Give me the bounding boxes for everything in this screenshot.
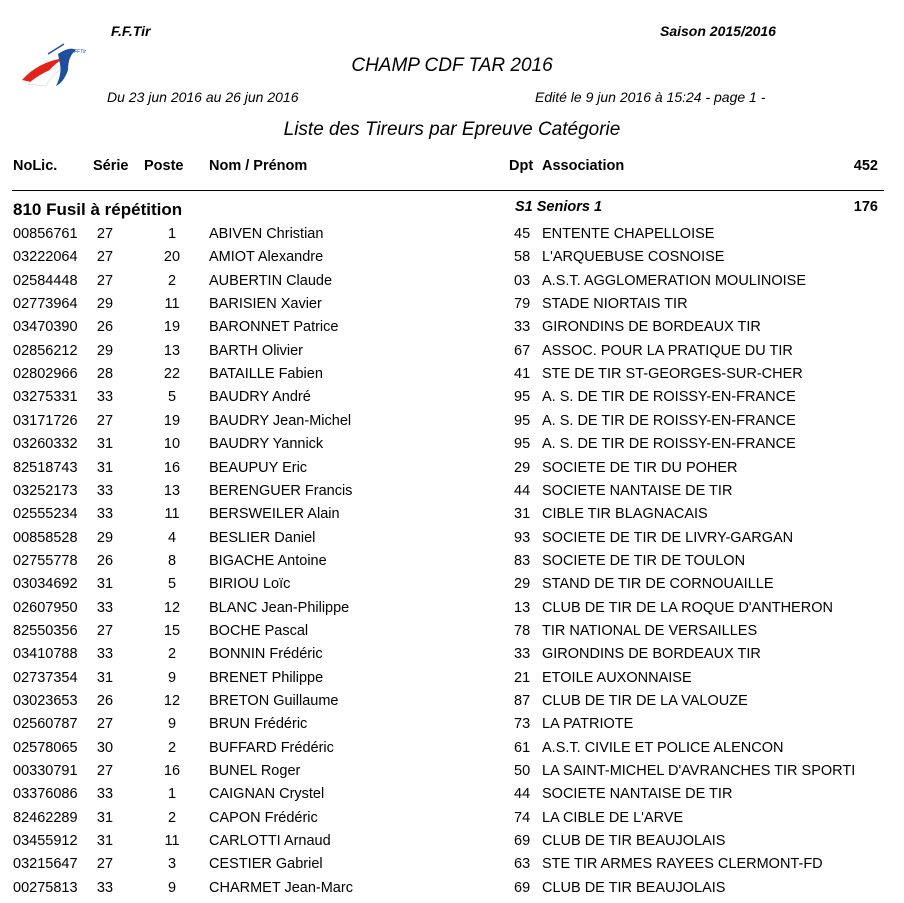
serie: 30 [96, 739, 114, 756]
serie: 27 [96, 622, 114, 639]
association: LA SAINT-MICHEL D'AVRANCHES TIR SPORTI [542, 763, 856, 780]
serie: 31 [96, 459, 114, 476]
shooter-name: CARLOTTI Arnaud [209, 833, 331, 850]
serie: 26 [96, 552, 114, 569]
department: 31 [514, 506, 531, 523]
serie: 33 [96, 786, 114, 803]
poste: 4 [167, 529, 177, 546]
edition-info: Edité le 9 jun 2016 à 15:24 - page 1 - [535, 89, 766, 105]
department: 58 [514, 249, 531, 266]
shooter-name: BAUDRY André [209, 389, 311, 406]
table-row [0, 646, 904, 669]
serie: 28 [96, 366, 114, 383]
licence-number: 03376086 [13, 786, 78, 803]
page-title: CHAMP CDF TAR 2016 [351, 55, 553, 76]
department: 93 [514, 529, 531, 546]
poste: 5 [167, 576, 177, 593]
association: LA PATRIOTE [542, 716, 634, 733]
department: 87 [514, 693, 531, 709]
poste: 10 [163, 436, 181, 453]
event-category: S1 Seniors 1 [515, 199, 603, 215]
serie: 31 [96, 833, 114, 850]
association: CLUB DE TIR DE LA VALOUZE [542, 693, 748, 709]
poste: 8 [167, 552, 177, 569]
svg-text:FFTir: FFTir [74, 49, 86, 55]
poste: 19 [163, 412, 181, 429]
season: Saison 2015/2016 [660, 23, 776, 39]
table-row [0, 880, 904, 903]
shooter-name: AMIOT Alexandre [209, 249, 324, 266]
list-subtitle: Liste des Tireurs par Epreuve Catégorie [283, 119, 621, 140]
shooter-name: BATAILLE Fabien [209, 366, 323, 383]
serie: 29 [96, 296, 114, 313]
poste: 11 [164, 296, 180, 313]
serie: 26 [96, 319, 114, 336]
association: GIRONDINS DE BORDEAUX TIR [542, 319, 761, 336]
licence-number: 03034692 [13, 576, 78, 593]
poste: 1 [167, 226, 177, 242]
licence-number: 03260332 [13, 436, 78, 453]
department: 67 [514, 342, 531, 359]
col-nom: Nom / Prénom [209, 158, 308, 174]
department: 95 [514, 436, 531, 453]
department: 33 [514, 319, 531, 336]
table-row [0, 226, 904, 249]
table-row [0, 366, 904, 389]
department: 79 [514, 296, 531, 313]
serie: 27 [96, 763, 114, 780]
department: 78 [514, 622, 531, 639]
poste: 13 [163, 342, 181, 359]
association: A.S.T. CIVILE ET POLICE ALENCON [542, 739, 784, 756]
shooter-name: ABIVEN Christian [209, 226, 324, 242]
shooter-name: BEAUPUY Eric [209, 459, 308, 476]
department: 69 [514, 879, 531, 896]
licence-number: 00275813 [13, 879, 78, 896]
serie: 31 [96, 576, 114, 593]
serie: 27 [96, 716, 114, 733]
shooter-name: BRETON Guillaume [209, 693, 339, 709]
serie: 33 [96, 646, 114, 663]
table-row [0, 670, 904, 693]
serie: 33 [96, 389, 114, 406]
table-row [0, 389, 904, 412]
department: 44 [514, 482, 531, 499]
poste: 9 [167, 716, 177, 733]
serie: 33 [96, 879, 114, 896]
licence-number: 03023653 [13, 693, 78, 709]
department: 13 [514, 599, 531, 616]
licence-number: 02560787 [13, 716, 78, 733]
department: 29 [514, 576, 531, 593]
association: L'ARQUEBUSE COSNOISE [542, 249, 725, 266]
serie: 27 [96, 856, 114, 873]
association: STAND DE TIR DE CORNOUAILLE [542, 576, 774, 593]
table-row [0, 273, 904, 296]
association: SOCIETE DE TIR DU POHER [542, 459, 738, 476]
serie: 33 [96, 599, 114, 616]
serie: 29 [96, 342, 114, 359]
licence-number: 02737354 [13, 669, 78, 686]
association: SOCIETE NANTAISE DE TIR [542, 786, 733, 803]
association: A. S. DE TIR DE ROISSY-EN-FRANCE [542, 412, 796, 429]
column-header-row [0, 158, 904, 181]
table-row [0, 786, 904, 809]
association: ASSOC. POUR LA PRATIQUE DU TIR [542, 342, 793, 359]
licence-number: 02578065 [13, 739, 78, 756]
association: GIRONDINS DE BORDEAUX TIR [542, 646, 761, 663]
poste: 9 [167, 669, 177, 686]
licence-number: 03252173 [13, 482, 78, 499]
table-row [0, 296, 904, 319]
table-row [0, 249, 904, 272]
association: A.S.T. AGGLOMERATION MOULINOISE [542, 272, 807, 289]
poste: 22 [163, 366, 181, 383]
table-row [0, 856, 904, 879]
serie: 29 [96, 529, 114, 546]
licence-number: 03455912 [13, 833, 78, 850]
association: STE TIR ARMES RAYEES CLERMONT-FD [542, 856, 823, 873]
licence-number: 02802966 [13, 366, 78, 383]
table-row [0, 623, 904, 646]
department: 73 [514, 716, 531, 733]
shooter-name: BIGACHE Antoine [209, 552, 327, 569]
shooter-name: BESLIER Daniel [209, 529, 316, 546]
federation-name: F.F.Tir [111, 23, 151, 39]
department: 33 [514, 646, 531, 663]
shooter-name: BOCHE Pascal [209, 622, 309, 639]
shooter-name: BAUDRY Jean-Michel [209, 412, 352, 429]
serie: 31 [96, 436, 114, 453]
poste: 15 [163, 622, 181, 639]
association: SOCIETE NANTAISE DE TIR [542, 482, 733, 499]
shooter-name: BUNEL Roger [209, 763, 301, 780]
header-divider [12, 190, 884, 191]
table-row [0, 319, 904, 342]
department: 83 [514, 552, 531, 569]
department: 03 [514, 272, 531, 289]
licence-number: 03470390 [13, 319, 78, 336]
serie: 27 [96, 272, 114, 289]
poste: 11 [164, 833, 180, 850]
poste: 13 [163, 482, 181, 499]
table-row [0, 833, 904, 856]
table-row [0, 810, 904, 833]
association: ETOILE AUXONNAISE [542, 669, 692, 686]
shooter-name: BRUN Frédéric [209, 716, 308, 733]
shooter-name: BONNIN Frédéric [209, 646, 323, 663]
shooter-name: BLANC Jean-Philippe [209, 599, 350, 616]
department: 95 [514, 412, 531, 429]
association: CLUB DE TIR DE LA ROQUE D'ANTHERON [542, 599, 833, 616]
licence-number: 00330791 [13, 763, 78, 780]
licence-number: 02555234 [13, 506, 78, 523]
serie: 27 [96, 226, 114, 242]
shooter-name: CAIGNAN Crystel [209, 786, 325, 803]
table-row [0, 343, 904, 366]
serie: 33 [96, 506, 114, 523]
licence-number: 00856761 [13, 226, 78, 242]
poste: 16 [163, 763, 181, 780]
table-row [0, 436, 904, 459]
association: CIBLE TIR BLAGNACAIS [542, 506, 708, 523]
association: A. S. DE TIR DE ROISSY-EN-FRANCE [542, 436, 796, 453]
poste: 2 [167, 646, 177, 663]
department: 63 [514, 856, 531, 873]
licence-number: 02856212 [13, 342, 78, 359]
shooter-name: BERENGUER Francis [209, 482, 353, 499]
poste: 16 [163, 459, 181, 476]
event-name: 810 Fusil à répétition [13, 200, 183, 219]
shooter-name: CHARMET Jean-Marc [209, 879, 353, 896]
association: SOCIETE DE TIR DE LIVRY-GARGAN [542, 529, 794, 546]
department: 45 [514, 226, 531, 242]
col-serie: Série [93, 158, 129, 174]
department: 29 [514, 459, 531, 476]
shooter-name: BARONNET Patrice [209, 319, 339, 336]
poste: 2 [167, 739, 177, 756]
poste: 20 [163, 249, 181, 266]
total-count: 452 [853, 158, 878, 174]
licence-number: 82518743 [13, 459, 78, 476]
poste: 9 [167, 879, 177, 896]
department: 41 [514, 366, 531, 383]
poste: 3 [167, 856, 177, 873]
licence-number: 00858528 [13, 529, 78, 546]
table-row [0, 740, 904, 763]
shooter-name: BARISIEN Xavier [209, 296, 322, 313]
department: 61 [514, 739, 531, 756]
poste: 12 [163, 599, 181, 616]
licence-number: 82550356 [13, 622, 78, 639]
col-association: Association [542, 158, 625, 174]
table-row [0, 530, 904, 553]
poste: 1 [167, 786, 177, 803]
licence-number: 02755778 [13, 552, 78, 569]
licence-number: 03275331 [13, 389, 78, 406]
association: SOCIETE DE TIR DE TOULON [542, 552, 746, 569]
table-row [0, 693, 904, 716]
shooter-name: BERSWEILER Alain [209, 506, 340, 523]
shooter-name: BIRIOU Loïc [209, 576, 291, 593]
serie: 26 [96, 693, 114, 709]
association: STADE NIORTAIS TIR [542, 296, 688, 313]
licence-number: 03171726 [13, 412, 78, 429]
licence-number: 03410788 [13, 646, 78, 663]
poste: 11 [164, 506, 180, 523]
association: A. S. DE TIR DE ROISSY-EN-FRANCE [542, 389, 796, 406]
association: ENTENTE CHAPELLOISE [542, 226, 715, 242]
table-row [0, 460, 904, 483]
poste: 19 [163, 319, 181, 336]
table-row [0, 763, 904, 786]
licence-number: 82462289 [13, 809, 78, 826]
department: 44 [514, 786, 531, 803]
table-row [0, 553, 904, 576]
table-row [0, 576, 904, 599]
table-row [0, 600, 904, 623]
serie: 33 [96, 482, 114, 499]
shooter-name: AUBERTIN Claude [209, 272, 333, 289]
table-row [0, 413, 904, 436]
poste: 5 [167, 389, 177, 406]
poste: 2 [167, 272, 177, 289]
table-row [0, 716, 904, 739]
serie: 27 [96, 412, 114, 429]
serie: 27 [96, 249, 114, 266]
department: 74 [514, 809, 531, 826]
association: STE DE TIR ST-GEORGES-SUR-CHER [542, 366, 803, 383]
licence-number: 02584448 [13, 272, 78, 289]
col-poste: Poste [144, 158, 184, 174]
event-count: 176 [853, 199, 878, 215]
shooter-name: BARTH Olivier [209, 342, 303, 359]
association: CLUB DE TIR BEAUJOLAIS [542, 879, 726, 896]
shooter-name: BAUDRY Yannick [209, 436, 324, 453]
poste: 12 [163, 693, 181, 709]
licence-number: 03215647 [13, 856, 78, 873]
association: CLUB DE TIR BEAUJOLAIS [542, 833, 726, 850]
shooter-name: BUFFARD Frédéric [209, 739, 334, 756]
licence-number: 03222064 [13, 249, 78, 266]
serie: 31 [96, 809, 114, 826]
serie: 31 [96, 669, 114, 686]
department: 50 [514, 763, 531, 780]
table-row [0, 483, 904, 506]
date-range: Du 23 jun 2016 au 26 jun 2016 [107, 89, 299, 105]
department: 95 [514, 389, 531, 406]
col-dpt: Dpt [509, 158, 534, 174]
shooter-name: CAPON Frédéric [209, 809, 318, 826]
licence-number: 02773964 [13, 296, 78, 313]
table-row [0, 506, 904, 529]
department: 69 [514, 833, 531, 850]
col-nolic: NoLic. [13, 158, 58, 174]
shooter-name: BRENET Philippe [209, 669, 324, 686]
association: LA CIBLE DE L'ARVE [542, 809, 684, 826]
poste: 2 [167, 809, 177, 826]
shooter-name: CESTIER Gabriel [209, 856, 323, 873]
association: TIR NATIONAL DE VERSAILLES [542, 622, 758, 639]
licence-number: 02607950 [13, 599, 78, 616]
department: 21 [514, 669, 531, 686]
